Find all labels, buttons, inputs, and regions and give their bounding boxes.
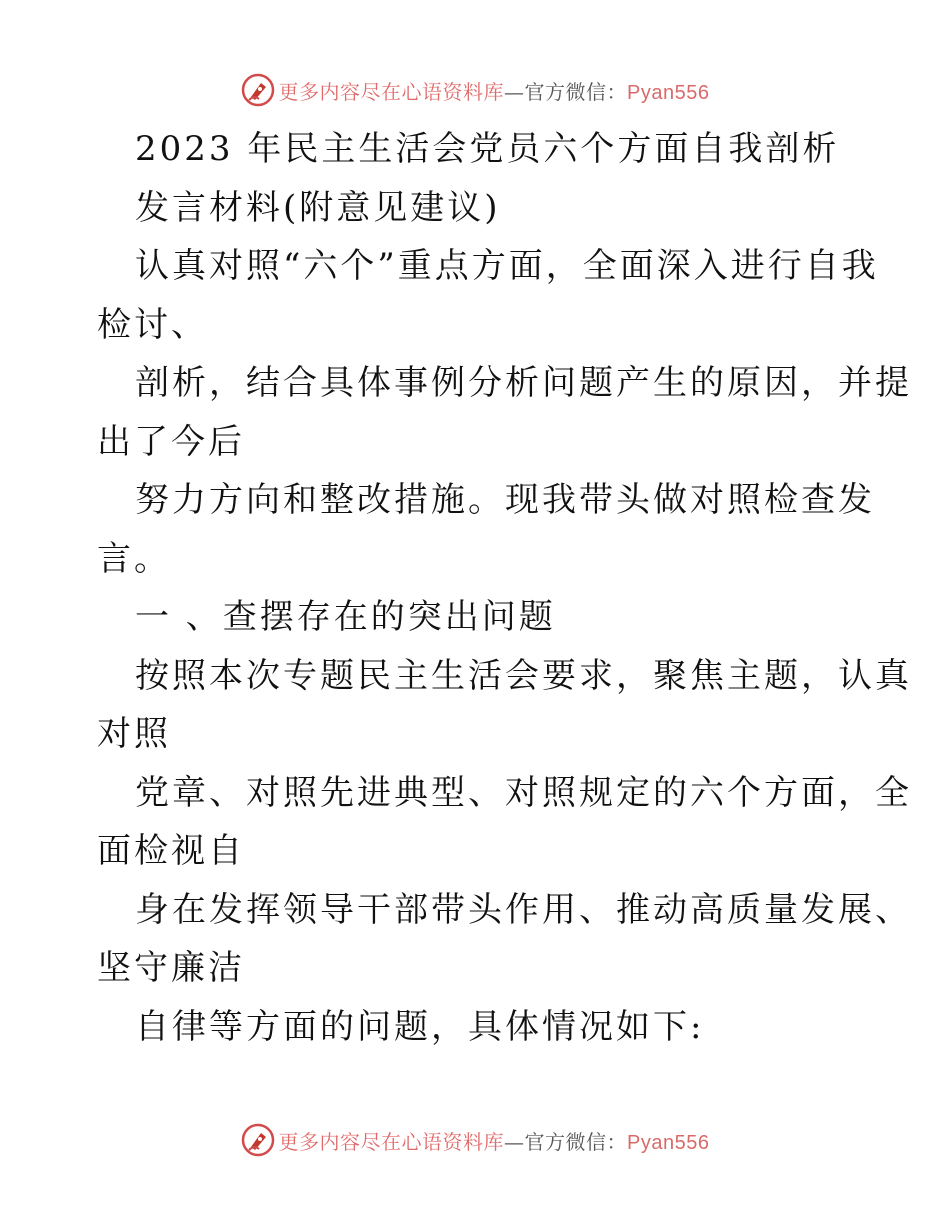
document-line: 言。 bbox=[97, 538, 171, 579]
header-watermark bbox=[0, 70, 950, 110]
watermark-text bbox=[279, 76, 710, 105]
watermark-dash: — bbox=[504, 79, 525, 104]
document-line: 一 、查摆存在的突出问题 bbox=[135, 597, 556, 637]
document-body bbox=[97, 120, 912, 1056]
document-line: 按照本次专题民主生活会要求，聚焦主题，认真 bbox=[135, 655, 912, 696]
document-line: 自律等方面的问题，具体情况如下: bbox=[135, 1006, 705, 1047]
document-line: 剖析，结合具体事例分析问题产生的原因，并提 bbox=[135, 363, 912, 403]
watermark-site-text: 更多内容尽在心语资料库 bbox=[278, 79, 505, 104]
document-line: 身在发挥领导干部带头作用、推动高质量发展、 bbox=[135, 889, 912, 930]
document-line: 发言材料(附意见建议) bbox=[135, 187, 501, 228]
watermark-handle: Pyan556 bbox=[627, 81, 710, 104]
watermark-dash: — bbox=[504, 1129, 525, 1154]
pen-nib-logo-icon bbox=[241, 73, 275, 107]
document-line: 努力方向和整改措施。现我带头做对照检查发 bbox=[135, 480, 875, 520]
document-line: 对照 bbox=[97, 714, 171, 754]
document-line: 认真对照“六个”重点方面，全面深入进行自我 bbox=[135, 246, 879, 286]
footer-watermark bbox=[0, 1120, 950, 1160]
document-line: 2023 年民主生活会党员六个方面自我剖析 bbox=[135, 129, 840, 169]
pen-nib-logo-icon bbox=[241, 1123, 275, 1157]
watermark-official-label: 官方微信： bbox=[524, 1129, 628, 1154]
watermark-site-text: 更多内容尽在心语资料库 bbox=[278, 1129, 505, 1154]
document-line: 党章、对照先进典型、对照规定的六个方面，全 bbox=[135, 772, 912, 813]
document-line: 出了今后 bbox=[97, 421, 245, 462]
watermark-text bbox=[279, 1126, 710, 1155]
document-line: 面检视自 bbox=[97, 831, 245, 871]
document-line: 坚守廉洁 bbox=[97, 948, 245, 988]
watermark-official-label: 官方微信： bbox=[524, 79, 628, 104]
watermark-handle: Pyan556 bbox=[627, 1131, 710, 1154]
document-line: 检讨、 bbox=[97, 304, 208, 345]
